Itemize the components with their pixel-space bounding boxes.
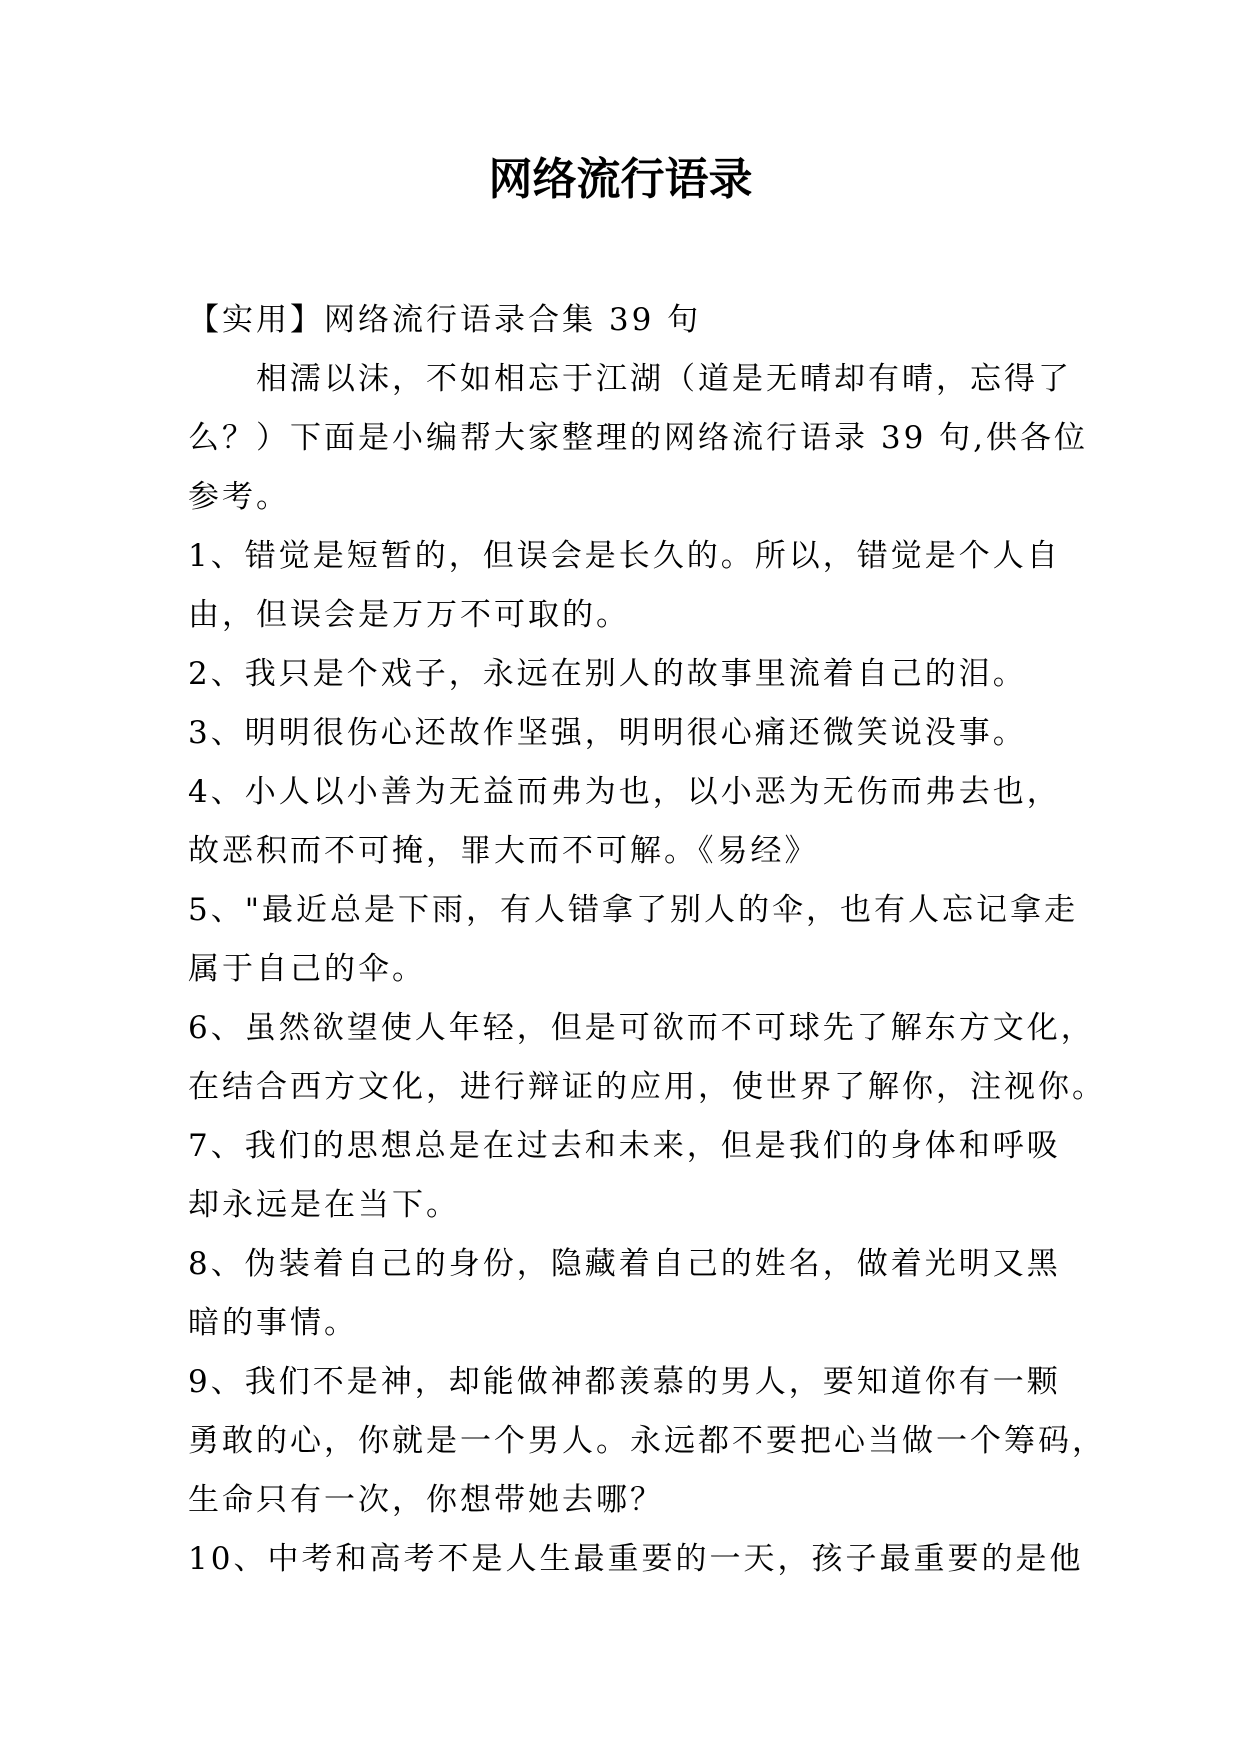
intro-paragraph-line: 参考。 [188,479,290,515]
quote-line: 6、虽然欲望使人年轻，但是可欲而不可球先了解东方文化， [188,1010,1095,1046]
quote-line: 10、中考和高考不是人生最重要的一天，孩子最重要的是他 [188,1541,1084,1577]
quote-line: 勇敢的心，你就是一个男人。永远都不要把心当做一个筹码， [188,1423,1106,1459]
quote-line: 5、"最近总是下雨，有人错拿了别人的伞，也有人忘记拿走 [188,892,1078,928]
document-body [188,291,1106,1589]
quote-line: 2、我只是个戏子，永远在别人的故事里流着自己的泪。 [188,656,1027,692]
quote-line: 属于自己的伞。 [188,951,426,987]
quote-line: 故恶积而不可掩，罪大而不可解。《易经》 [188,833,819,869]
quote-line: 1、错觉是短暂的，但误会是长久的。所以，错觉是个人自 [188,538,1061,574]
quote-line: 8、伪装着自己的身份，隐藏着自己的姓名，做着光明又黑 [188,1246,1061,1282]
quote-line: 生命只有一次，你想带她去哪？ [188,1482,664,1518]
quote-line: 却永远是在当下。 [188,1187,460,1223]
quote-line: 9、我们不是神，却能做神都羡慕的男人，要知道你有一颗 [188,1364,1061,1400]
document-title: 网络流行语录 [488,154,753,205]
quote-line: 在结合西方文化，进行辩证的应用，使世界了解你，注视你。 [188,1069,1106,1105]
quote-line: 4、小人以小善为无益而弗为也，以小恶为无伤而弗去也， [188,774,1061,810]
quote-line: 7、我们的思想总是在过去和未来，但是我们的身体和呼吸 [188,1128,1061,1164]
subtitle-line: 【实用】网络流行语录合集 39 句 [188,302,702,338]
quote-line: 3、明明很伤心还故作坚强，明明很心痛还微笑说没事。 [188,715,1027,751]
quote-line: 暗的事情。 [188,1305,358,1341]
quote-line: 由，但误会是万万不可取的。 [188,597,630,633]
intro-paragraph-line: 相濡以沫，不如相忘于江湖（道是无晴却有晴，忘得了 [256,361,1072,397]
intro-paragraph-line: 么？）下面是小编帮大家整理的网络流行语录 39 句,供各位 [188,420,1089,456]
